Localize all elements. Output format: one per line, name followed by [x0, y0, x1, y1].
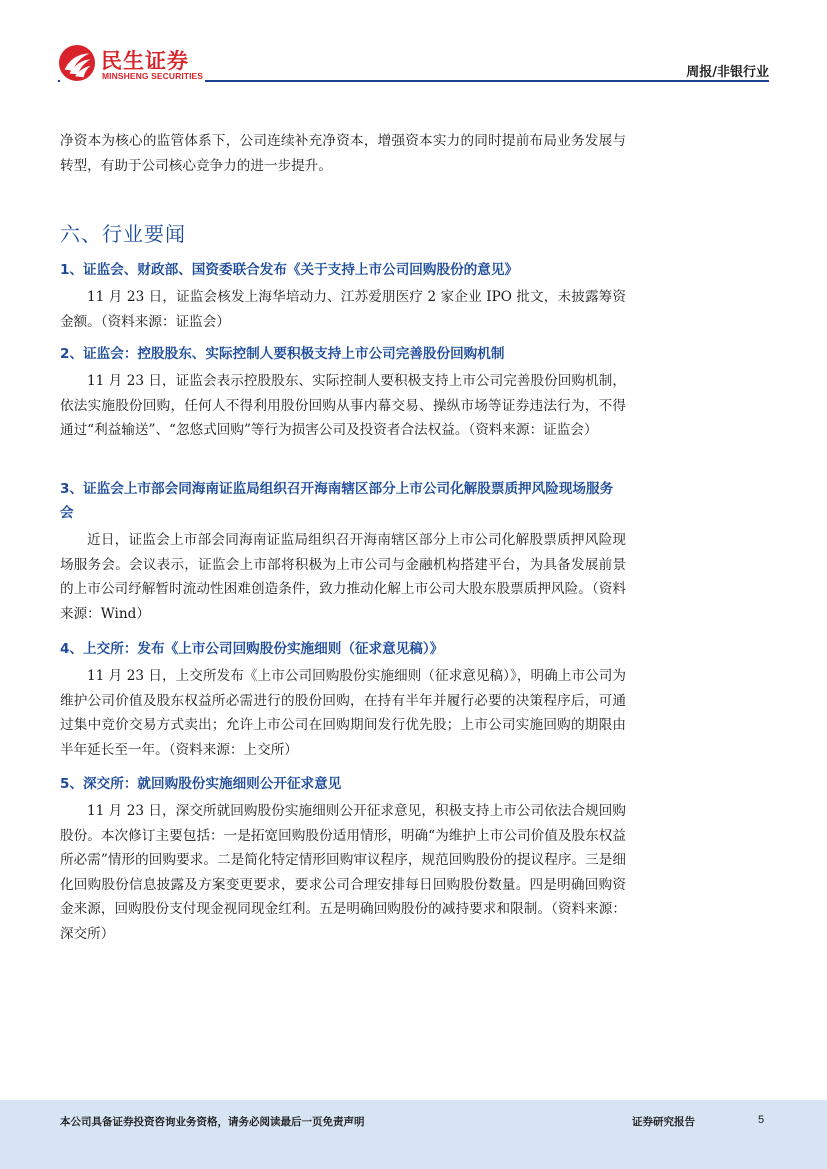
header-tick	[58, 80, 60, 82]
news-item	[60, 342, 626, 443]
news-item	[60, 637, 626, 762]
footer-disclaimer: 本公司具备证券投资咨询业务资格，请务必阅读最后一页免责声明	[60, 1116, 365, 1128]
page-footer	[0, 1100, 827, 1169]
report-type-label: 周报/非银行业	[686, 65, 769, 80]
page-number: 5	[758, 1114, 765, 1126]
news-body: 11 月 23 日，证监会表示控股股东、实际控制人要积极支持上市公司完善股份回购机制，依法实施股份回购，任何人不得利用股份回购从事内幕交易、操纵市场等证券违法行为，不得通过“利益输送”、“忽悠式回购”等行为损害公司及投资者合法权益。（资料来源：证监会）	[60, 373, 626, 438]
news-body: 11 月 23 日，证监会核发上海华培动力、江苏爱朋医疗 2 家企业 IPO 批文，未披露筹资金额。（资料来源：证监会）	[60, 289, 626, 330]
news-title: 4、上交所：发布《上市公司回购股份实施细则（征求意见稿）》	[60, 641, 444, 657]
news-title: 1、证监会、财政部、国资委联合发布《关于支持上市公司回购股份的意见》	[60, 262, 519, 278]
minsheng-logo-icon	[58, 44, 96, 82]
header-rule	[205, 80, 769, 82]
news-item	[60, 772, 626, 946]
logo-chinese-name: 民生证券	[101, 49, 189, 73]
news-body: 11 月 23 日，上交所发布《上市公司回购股份实施细则（征求意见稿）》，明确上市公司为维护公司价值及股东权益所必需进行的股份回购，在持有半年并履行必要的决策程序后，可通过集中竞价交易方式卖出；允许上市公司在回购期间发行优先股；上市公司实施回购的期限由半年延长至一年。（资料来源：上交所）	[60, 668, 626, 758]
news-title: 2、证监会：控股股东、实际控制人要积极支持上市公司完善股份回购机制	[60, 346, 505, 362]
footer-doc-type: 证券研究报告	[632, 1116, 695, 1128]
news-title: 5、深交所：就回购股份实施细则公开征求意见	[60, 776, 342, 792]
minsheng-logo	[58, 44, 213, 84]
intro-paragraph: 净资本为核心的监管体系下，公司连续补充净资本，增强资本实力的同时提前布局业务发展与转型，有助于公司核心竞争力的进一步提升。	[60, 133, 626, 174]
news-item	[60, 477, 626, 626]
page-header	[0, 0, 827, 90]
news-body: 近日，证监会上市部会同海南证监局组织召开海南辖区部分上市公司化解股票质押风险现场服务会。会议表示，证监会上市部将积极为上市公司与金融机构搭建平台，为具备发展前景的上市公司纾解暂时流动性困难创造条件，致力推动化解上市公司大股东股票质押风险。（资料来源：Wind）	[60, 532, 626, 622]
news-body: 11 月 23 日，深交所就回购股份实施细则公开征求意见，积极支持上市公司依法合规回购股份。本次修订主要包括：一是拓宽回购股份适用情形，明确“为维护上市公司价值及股东权益所必需”情形的回购要求。二是简化特定情形回购审议程序，规范回购股份的提议程序。三是细化回购股份信息披露及方案变更要求，要求公司合理安排每日回购股份数量。四是明确回购资金来源，回购股份支付现金视同现金红利。五是明确回购股份的减持要求和限制。（资料来源：深交所）	[60, 803, 626, 942]
section-title: 六、行业要闻	[60, 222, 186, 246]
news-title: 3、证监会上市部会同海南证监局组织召开海南辖区部分上市公司化解股票质押风险现场服务会	[60, 481, 614, 521]
news-item	[60, 258, 626, 334]
logo-english-name: MINSHENG SECURITIES	[102, 71, 204, 81]
